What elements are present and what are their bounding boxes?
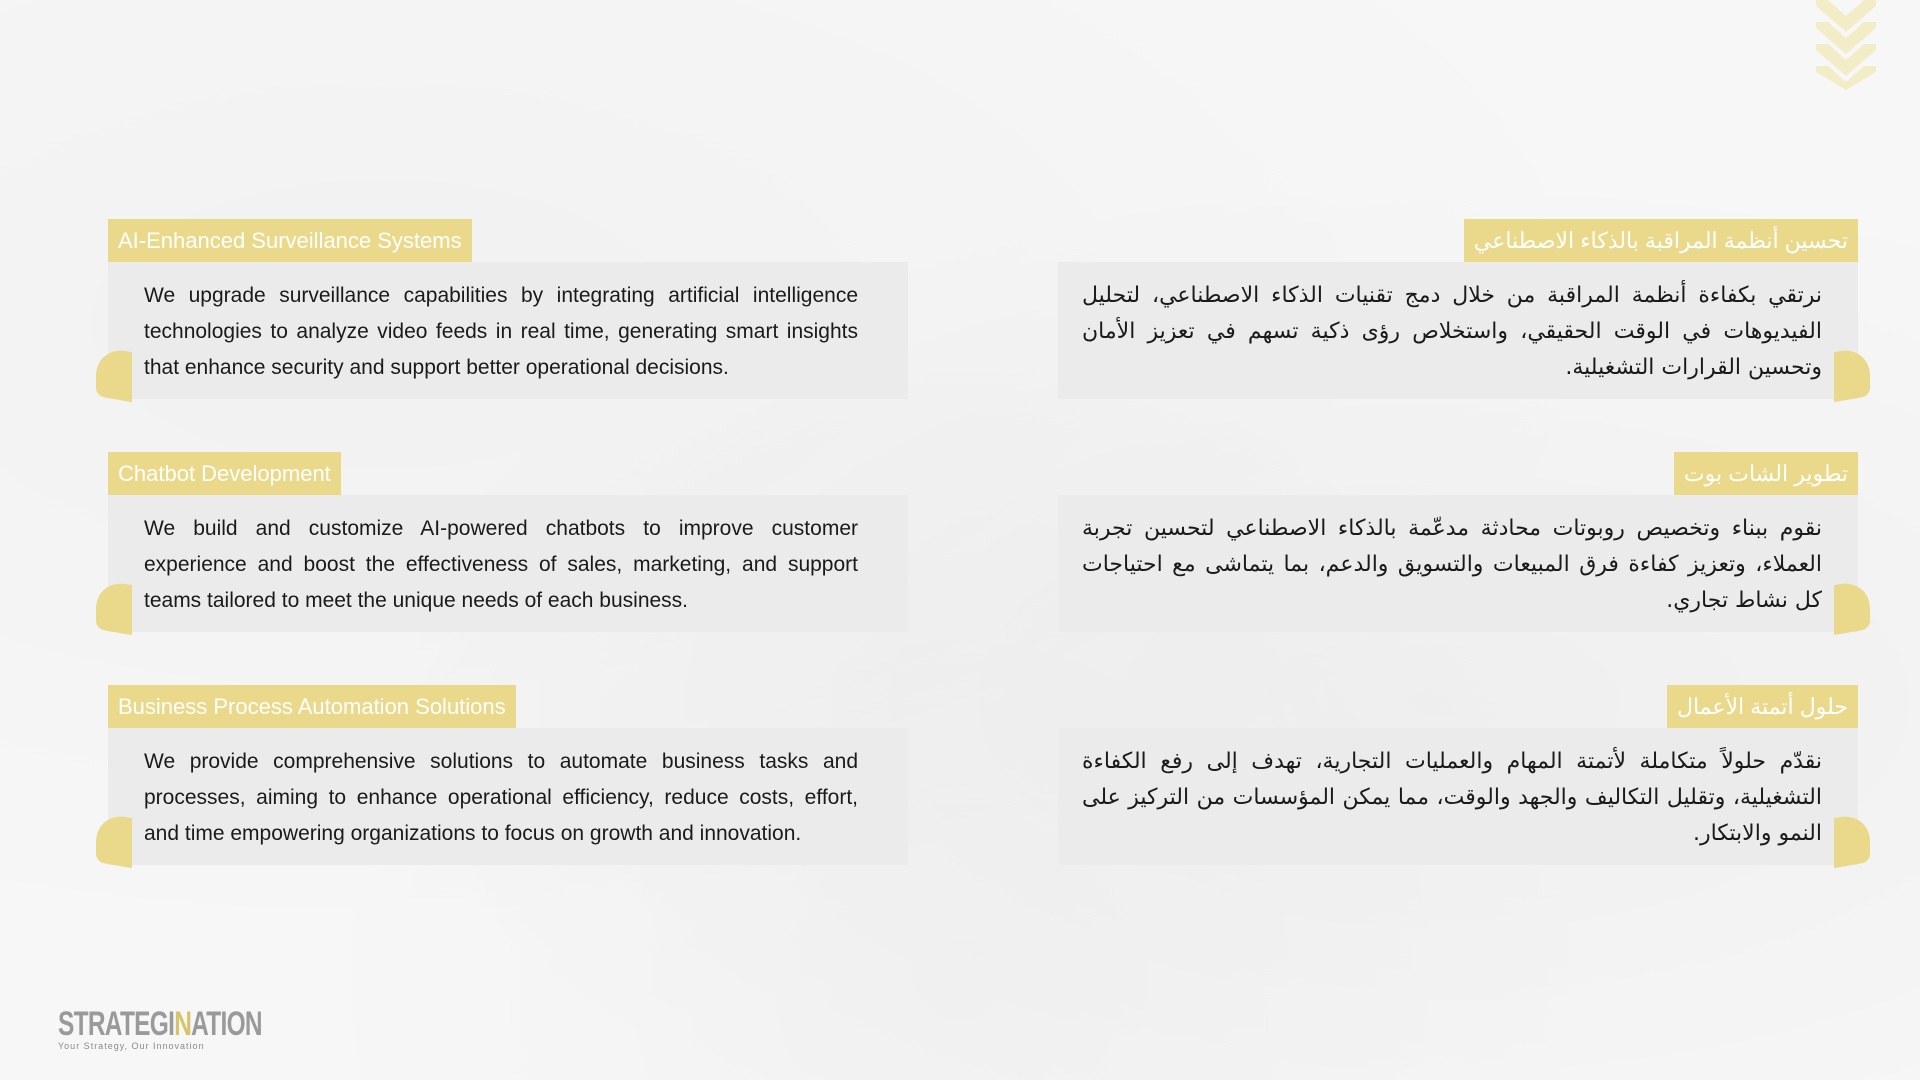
service-description: نقدّم حلولاً متكاملة لأتمتة المهام والعمليات التجارية، تهدف إلى رفع الكفاءة التشغيلية، وتقليل التكاليف والجهد والوقت، مما يمكن المؤسسات من التركيز على النمو والابتكار. [1082,749,1822,846]
service-title: حلول أتمتة الأعمال [1667,685,1858,728]
logo-wordmark [58,1005,262,1043]
service-description: We build and customize AI-powered chatbots to improve customer experience and boost the effectiveness of sales, marketing, and support teams tailored to meet the unique needs of each business. [144,517,858,612]
service-title: تطوير الشات بوت [1674,452,1858,495]
service-description: نقوم ببناء وتخصيص روبوتات محادثة مدعّمة بالذكاء الاصطناعي لتحسين تجربة العملاء، وتعزيز كفاءة فرق المبيعات والتسويق والدعم، بما يتماشى مع احتياجات كل نشاط تجاري. [1082,516,1822,613]
leaf-tab-decoration [1834,346,1870,402]
service-description: نرتقي بكفاءة أنظمة المراقبة من خلال دمج تقنيات الذكاء الاصطناعي، لتحليل الفيديوهات في الوقت الحقيقي، واستخلاص رؤى ذكية تسهم في تعزيز الأمان وتحسين القرارات التشغيلية. [1082,283,1822,380]
service-body [1058,728,1858,865]
leaf-tab-decoration [1834,812,1870,868]
leaf-tab-decoration [96,346,132,402]
service-body [108,728,908,865]
logo-wordmark-end: ATION [191,1005,262,1043]
leaf-tab-decoration [1834,579,1870,635]
service-body [108,262,908,399]
chevron-stack-icon [1816,0,1876,90]
leaf-tab-decoration [96,812,132,868]
company-logo [58,1005,262,1051]
service-title: AI-Enhanced Surveillance Systems [108,219,472,262]
service-description: We provide comprehensive solutions to automate business tasks and processes, aiming to enhance operational efficiency, reduce costs, effort, and time empowering organizations to focus on growth and innovation. [144,750,858,845]
service-title: Business Process Automation Solutions [108,685,516,728]
service-title: تحسين أنظمة المراقبة بالذكاء الاصطناعي [1464,219,1858,262]
service-body [1058,262,1858,399]
leaf-tab-decoration [96,579,132,635]
service-body [108,495,908,632]
service-body [1058,495,1858,632]
logo-tagline: Your Strategy, Our Innovation [58,1041,205,1051]
logo-wordmark-start: STRATEGI [58,1005,175,1043]
service-description: We upgrade surveillance capabilities by integrating artificial intelligence technologies to analyze video feeds in real time, generating smart insights that enhance security and support better operational decisions. [144,284,858,379]
service-title: Chatbot Development [108,452,341,495]
logo-wordmark-accent: N [174,1005,192,1043]
